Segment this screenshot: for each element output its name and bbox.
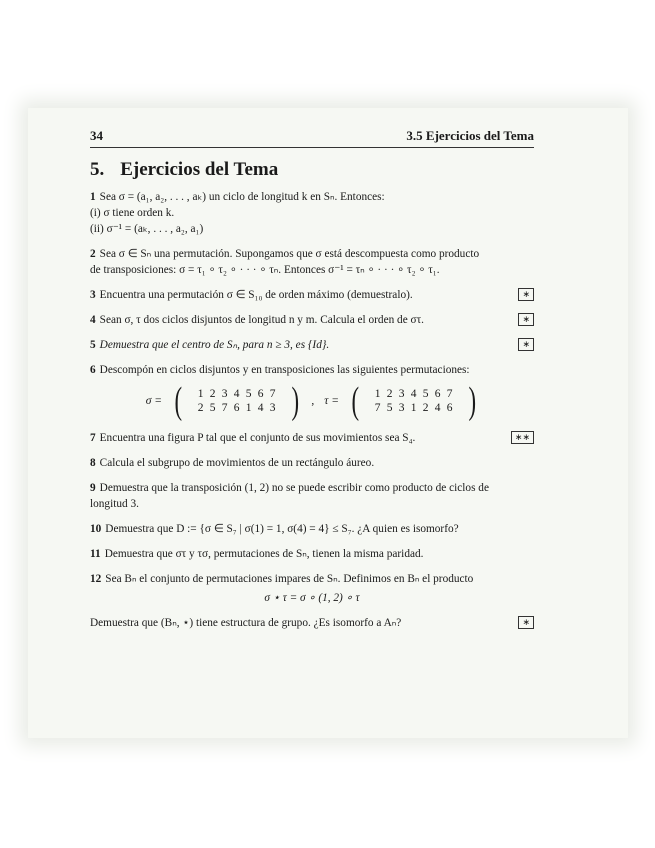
exercise-text: Demuestra que la transposición (1, 2) no se puede escribir como producto de ciclos de <box>99 482 489 494</box>
exercise-11 <box>90 546 534 562</box>
matrix-cell: 5 <box>245 388 252 400</box>
matrix-cell: 1 <box>374 388 381 400</box>
matrix-cell: 7 <box>269 388 276 400</box>
matrix-cell: 1 <box>197 388 204 400</box>
matrix-cell: 4 <box>434 402 441 414</box>
matrix-cell: 7 <box>374 402 381 414</box>
exercise-text: Encuentra una permutación σ ∈ S₁₀ de orden máximo (demuestralo). <box>99 289 413 301</box>
exercise-12-closing <box>90 615 534 631</box>
section-title: Ejercicios del Tema <box>120 159 279 180</box>
matrix-cell: 3 <box>221 388 228 400</box>
matrix-cell: 7 <box>446 388 453 400</box>
exercise-text: Demuestra que D := {σ ∈ S₇ | σ(1) = 1, σ(4) = 4} ≤ S₇. ¿A quien es isomorfo? <box>105 523 459 535</box>
right-paren: ) <box>291 380 299 422</box>
matrix-cell: 6 <box>257 388 264 400</box>
exercise-1 <box>90 189 534 237</box>
exercise-number: 7 <box>90 432 96 444</box>
exercise-item-i: (i) σ tiene orden k. <box>90 207 175 219</box>
sigma-label: σ = <box>145 395 163 407</box>
matrix-cell: 2 <box>209 388 216 400</box>
exercise-text: Sean σ, τ dos ciclos disjuntos de longitud n y m. Calcula el orden de στ. <box>99 314 425 326</box>
exercise-text: Descompón en ciclos disjuntos y en transposiciones las siguientes permutaciones: <box>99 364 470 376</box>
matrix-cell: 1 <box>245 402 252 414</box>
exercise-item-ii: (ii) σ⁻¹ = (aₖ, . . . , a₂, a₁) <box>90 223 204 235</box>
exercise-text-cont: longitud 3. <box>90 498 139 510</box>
exercise-8 <box>90 455 534 471</box>
formula: σ ⋆ τ = σ ∘ (1, 2) ∘ τ <box>264 592 360 604</box>
exercise-number: 12 <box>90 573 102 585</box>
tau-matrix <box>372 388 456 414</box>
running-section-title: 3.5 Ejercicios del Tema <box>406 128 534 143</box>
left-paren: ( <box>351 380 360 422</box>
sigma-matrix <box>195 388 279 414</box>
exercise-number: 9 <box>90 482 96 494</box>
difficulty-badge: ∗ <box>518 338 534 351</box>
exercise-number: 5 <box>90 339 96 351</box>
exercise-3 <box>90 287 534 303</box>
exercise-text: Demuestra que στ y τσ, permutaciones de Sₙ, tienen la misma paridad. <box>104 548 424 560</box>
matrix-cell: 6 <box>233 402 240 414</box>
exercise-number: 3 <box>90 289 96 301</box>
left-paren: ( <box>174 380 183 422</box>
exercise-number: 11 <box>90 548 101 560</box>
matrix-cell: 7 <box>221 402 228 414</box>
matrix-cell: 2 <box>386 388 393 400</box>
matrix-cell: 3 <box>269 402 276 414</box>
matrix-cell: 6 <box>434 388 441 400</box>
exercise-12 <box>90 571 534 587</box>
exercise-7 <box>90 430 534 446</box>
section-heading <box>90 159 534 181</box>
exercise-number: 4 <box>90 314 96 326</box>
matrix-cell: 4 <box>257 402 264 414</box>
running-header <box>90 128 534 148</box>
exercise-text: Encuentra una figura P tal que el conjunto de sus movimientos sea S₄. <box>99 432 416 444</box>
exercise-text: Sea Bₙ el conjunto de permutaciones impares de Sₙ. Definimos en Bₙ el producto <box>105 573 474 585</box>
matrix-cell: 3 <box>398 402 405 414</box>
exercise-9 <box>90 480 534 512</box>
difficulty-badge: ∗ <box>518 313 534 326</box>
exercise-number: 6 <box>90 364 96 376</box>
matrix-cell: 2 <box>422 402 429 414</box>
exercise-number: 10 <box>90 523 102 535</box>
exercise-text: Sea σ = (a₁, a₂, . . . , aₖ) un ciclo de longitud k en Sₙ. Entonces: <box>99 191 385 203</box>
exercise-text-cont: de transposiciones: σ = τ₁ ∘ τ₂ ∘ · · · ∘ τₙ. Entonces σ⁻¹ = τₙ ∘ · · · ∘ τ₂ ∘ τ₁. <box>90 264 440 276</box>
exercise-5 <box>90 337 534 353</box>
matrix-cell: 6 <box>446 402 453 414</box>
exercise-10 <box>90 521 534 537</box>
exercise-text: Demuestra que (Bₙ, ⋆) tiene estructura de grupo. ¿Es isomorfo a Aₙ? <box>90 617 402 629</box>
exercise-number: 8 <box>90 457 96 469</box>
exercise-4 <box>90 312 534 328</box>
exercise-number: 2 <box>90 248 96 260</box>
matrix-cell: 5 <box>422 388 429 400</box>
difficulty-badge: ∗ <box>518 616 534 629</box>
matrix-cell: 1 <box>410 402 417 414</box>
exercise-text: Sea σ ∈ Sₙ una permutación. Supongamos que σ está descompuesta como producto <box>99 248 480 260</box>
page-number: 34 <box>90 128 103 143</box>
exercise-2 <box>90 246 534 278</box>
exercise-text: Demuestra que el centro de Sₙ, para n ≥ 3, es {Id}. <box>99 339 330 351</box>
permutation-display <box>90 382 534 420</box>
difficulty-badge: ∗∗ <box>511 431 534 444</box>
exercise-text: Calcula el subgrupo de movimientos de un rectángulo áureo. <box>99 457 375 469</box>
section-number: 5. <box>90 159 105 180</box>
matrix-cell: 4 <box>233 388 240 400</box>
matrix-cell: 4 <box>410 388 417 400</box>
exercise-6 <box>90 362 534 378</box>
matrix-cell: 3 <box>398 388 405 400</box>
tau-label: τ = <box>324 395 339 407</box>
matrix-cell: 5 <box>386 402 393 414</box>
right-paren: ) <box>468 380 476 422</box>
exercise-number: 1 <box>90 191 96 203</box>
matrix-cell: 2 <box>197 402 204 414</box>
matrix-cell: 5 <box>209 402 216 414</box>
difficulty-badge: ∗ <box>518 288 534 301</box>
separator: , <box>311 395 315 407</box>
document-page <box>90 128 534 640</box>
